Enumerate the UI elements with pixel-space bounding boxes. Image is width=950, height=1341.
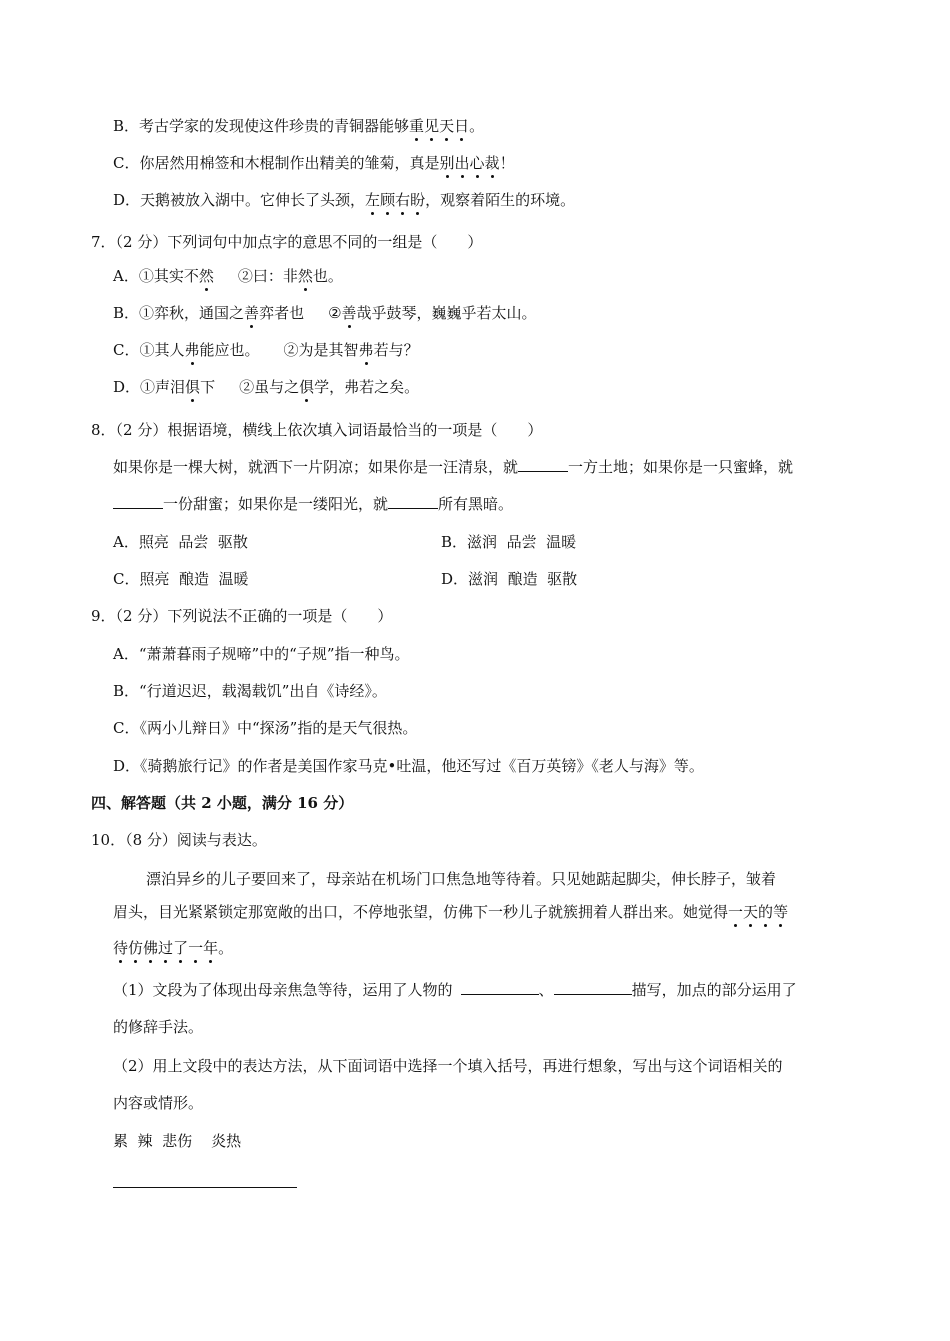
q7-option-d: D．①声泪俱下 ②虽与之俱学，弗若之矣。 bbox=[113, 378, 420, 396]
q8-blank-2[interactable] bbox=[113, 494, 163, 509]
q10-blank-1[interactable] bbox=[461, 980, 539, 995]
q9-option-c: C．《两小儿辩日》中“探汤”指的是天气很热。 bbox=[113, 719, 418, 737]
q8-blank-1[interactable] bbox=[518, 457, 568, 472]
q6-option-b: B．考古学家的发现使这件珍贵的青铜器能够重见天日。 bbox=[113, 117, 485, 135]
q10-sub1-line2: 的修辞手法。 bbox=[113, 1018, 204, 1036]
q8-option-c: C．照亮 酿造 温暖 bbox=[113, 570, 249, 588]
q8-passage-line1: 如果你是一棵大树，就洒下一片阴凉；如果你是一汪清泉，就 一方土地；如果你是一只蜜蜂，就 bbox=[113, 458, 794, 476]
q9-stem: 9．（2 分）下列说法不正确的一项是（ ） bbox=[91, 607, 393, 625]
q6-option-c: C．你居然用棉签和木棍制作出精美的雏菊，真是别出心裁！ bbox=[113, 154, 515, 172]
q8-option-a: A．照亮 品尝 驱散 bbox=[113, 533, 248, 551]
q8-stem: 8．（2 分）根据语境，横线上依次填入词语最恰当的一项是（ ） bbox=[91, 421, 543, 439]
q7-stem: 7．（2 分）下列词句中加点字的意思不同的一组是（ ） bbox=[91, 233, 483, 251]
q10-sub2-line2: 内容或情形。 bbox=[113, 1094, 204, 1112]
q8-option-d: D．滋润 酿造 驱散 bbox=[441, 570, 578, 588]
q8-passage-line2: 一份甜蜜；如果你是一缕阳光，就 所有黑暗。 bbox=[113, 494, 513, 514]
q9-option-d: D．《骑鹅旅行记》的作者是美国作家马克•吐温，他还写过《百万英镑》《老人与海》等。 bbox=[113, 757, 704, 775]
q9-option-a: A．“萧萧暮雨子规啼”中的“子规”指一种鸟。 bbox=[113, 645, 410, 663]
q10-passage-line2: 眉头，目光紧紧锁定那宽敞的出口，不停地张望，仿佛下一秒儿子就簇拥着人群出来。她觉得一天的等 bbox=[113, 903, 789, 921]
q10-sub2-line1: （2）用上文段中的表达方法，从下面词语中选择一个填入括号，再进行想象，写出与这个词语相关的 bbox=[113, 1057, 783, 1075]
q10-blank-2[interactable] bbox=[554, 980, 632, 995]
q8-option-b: B．滋润 品尝 温暖 bbox=[441, 533, 577, 551]
q7-option-c: C．①其人弗能应也。 ②为是其智弗若与？ bbox=[113, 341, 419, 359]
answer-line[interactable] bbox=[113, 1187, 297, 1188]
q10-passage-line3: 待仿佛过了一年。 bbox=[113, 939, 234, 957]
q10-word-list: 累 辣 悲伤 炎热 bbox=[113, 1132, 242, 1150]
q10-passage-line1: 漂泊异乡的儿子要回来了，母亲站在机场门口焦急地等待着。只见她踮起脚尖，伸长脖子，皱着 bbox=[146, 870, 777, 888]
q7-option-a: A．①其实不然 ②曰：非然也。 bbox=[113, 267, 343, 285]
q8-blank-3[interactable] bbox=[388, 494, 438, 509]
q10-stem: 10．（8 分）阅读与表达。 bbox=[91, 831, 267, 849]
q10-sub1-line1: （1）文段为了体现出母亲焦急等待，运用了人物的 、 描写，加点的部分运用了 bbox=[113, 981, 797, 999]
q7-option-b: B．①弈秋，通国之善弈者也 ②善哉乎鼓琴，巍巍乎若太山。 bbox=[113, 304, 537, 322]
q6-option-d: D．天鹅被放入湖中。它伸长了头颈，左顾右盼，观察着陌生的环境。 bbox=[113, 191, 576, 209]
q9-option-b: B．“行道迟迟，载渴载饥”出自《诗经》。 bbox=[113, 682, 387, 700]
section-heading: 四、解答题（共 2 小题，满分 16 分） bbox=[91, 794, 354, 812]
